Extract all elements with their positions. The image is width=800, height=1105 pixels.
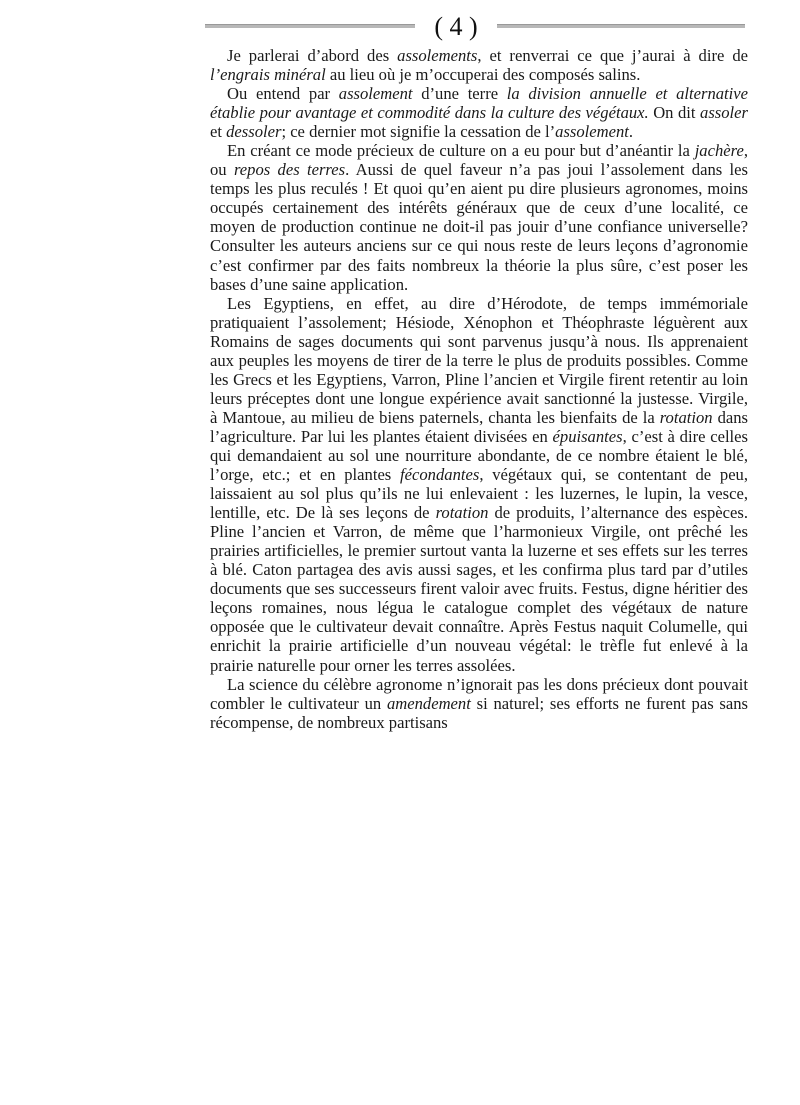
italic-run: assolements (397, 46, 478, 65)
paragraph-3 (210, 141, 748, 293)
text-run: . Aussi de quel faveur n’a pas joui l’assolement dans les temps les plus reculés ! Et quoi qu’en aient pu dire plusieurs agronomes, moins occupés certainement des intérêts généraux que de ceux d’une localité, ce moyen de production continue ne doit-il pas jouir d’une confiance universelle? Consulter les auteurs anciens sur ce qui nous reste de leurs leçons d’agronomie c’est confirmer par des faits nombreux la théorie la plus sûre, c’est poser les bases d’une saine application. (210, 160, 748, 294)
text-run: ; ce dernier mot signifie la cessation de l’ (281, 122, 556, 142)
header-rule-right (497, 24, 745, 28)
header-rule-left (205, 24, 415, 28)
italic-run: dessoler (226, 122, 282, 142)
page-number: ( 4 ) (434, 12, 478, 41)
italic-run: la division annuelle et alternative établie pour avantage et commodité dans la culture des végétaux. (210, 84, 748, 123)
italic-run: fécondantes (400, 465, 480, 485)
text-run: d’une terre (412, 84, 507, 104)
italic-run: rotation (435, 503, 489, 523)
italic-run: l’engrais minéral (210, 65, 326, 85)
body-text (210, 46, 748, 732)
italic-run: repos des terres (233, 160, 346, 180)
text-run: En créant ce mode précieux de culture on a eu pour but d’anéantir la (227, 141, 695, 161)
text-run: . (628, 122, 634, 142)
italic-run: amendement (386, 693, 471, 713)
text-run: , et renverrai ce que j’aurai à dire de (477, 46, 748, 65)
text-run: , végétaux qui, se contentant de peu, laissaient au sol plus qu’ils ne lui enlevaient : les luzernes, le lupin, la vesce, lentille, etc. De là ses leçons de (210, 465, 749, 523)
text-run: Les Egyptiens, en effet, au dire d’Hérodote, de temps immémoriale pratiquaient l’assolement; Hésiode, Xénophon et Théophraste léguèrent aux Romains de sages documents qui sont parvenus jusqu’à nous. Ils apprenaient aux peuples les moyens de tirer de la terre le plus de produits possibles. Comme les Grecs et les Egyptiens, Varron, Pline l’ancien et Virgile firent retentir au loin leurs préceptes dont une longue expérience avait sanctionné la justesse. Virgile, à Mantoue, au milieu de biens paternels, chanta les bienfaits de la (210, 293, 748, 427)
text-run: et (210, 122, 227, 142)
text-run: si naturel; ses efforts ne furent pas sans récompense, de nombreux partisans (210, 693, 748, 732)
text-run: Je parlerai d’abord des (227, 46, 398, 65)
italic-run: épuisantes (552, 426, 623, 446)
italic-run: jachère (694, 141, 744, 161)
italic-run: assolement (555, 122, 629, 142)
italic-run: assoler (700, 103, 748, 123)
paragraph-1 (210, 46, 748, 84)
text-run: dans l’agriculture. Par lui les plantes étaient divisées en (210, 407, 748, 446)
text-run: La science du célèbre agronome n’ignorait pas les dons précieux dont pouvait combler le cultivateur un (210, 674, 748, 713)
text-run: au lieu où je m’occuperai des composés salins. (325, 65, 641, 85)
italic-run: rotation (659, 407, 713, 427)
text-run: Ou entend par (227, 84, 339, 104)
paragraph-5 (210, 675, 748, 732)
page-header (205, 12, 750, 42)
text-run: On dit (648, 103, 701, 123)
text-run: , ou (210, 141, 748, 180)
text-run: , c’est à dire celles qui demandaient au sol une nourriture abondante, de ce nombre étaient le blé, l’orge, etc.; et en plantes (210, 426, 748, 485)
paragraph-4 (210, 294, 748, 675)
paragraph-2 (210, 84, 748, 141)
italic-run: assolement (338, 84, 413, 104)
text-run: de produits, l’alternance des espèces. Pline l’ancien et Varron, de même que l’harmonieux Virgile, ont prêché les prairies artificielles, le premier surtout vanta la luzerne et ses effets sur les terres à blé. Caton partagea des avis aussi sages, et les confirma plus tard par d’utiles documents que ses successeurs firent valoir avec fruits. Festus, digne héritier des leçons romaines, nous légua le catalogue complet des végétaux de nature opposée que le cultivateur devait connaître. Après Festus naquit Columelle, qui enrichit la prairie artificielle d’un nouveau végétal: le trèfle fut enlevé à la prairie naturelle pour orner les terres assolées. (210, 503, 749, 675)
